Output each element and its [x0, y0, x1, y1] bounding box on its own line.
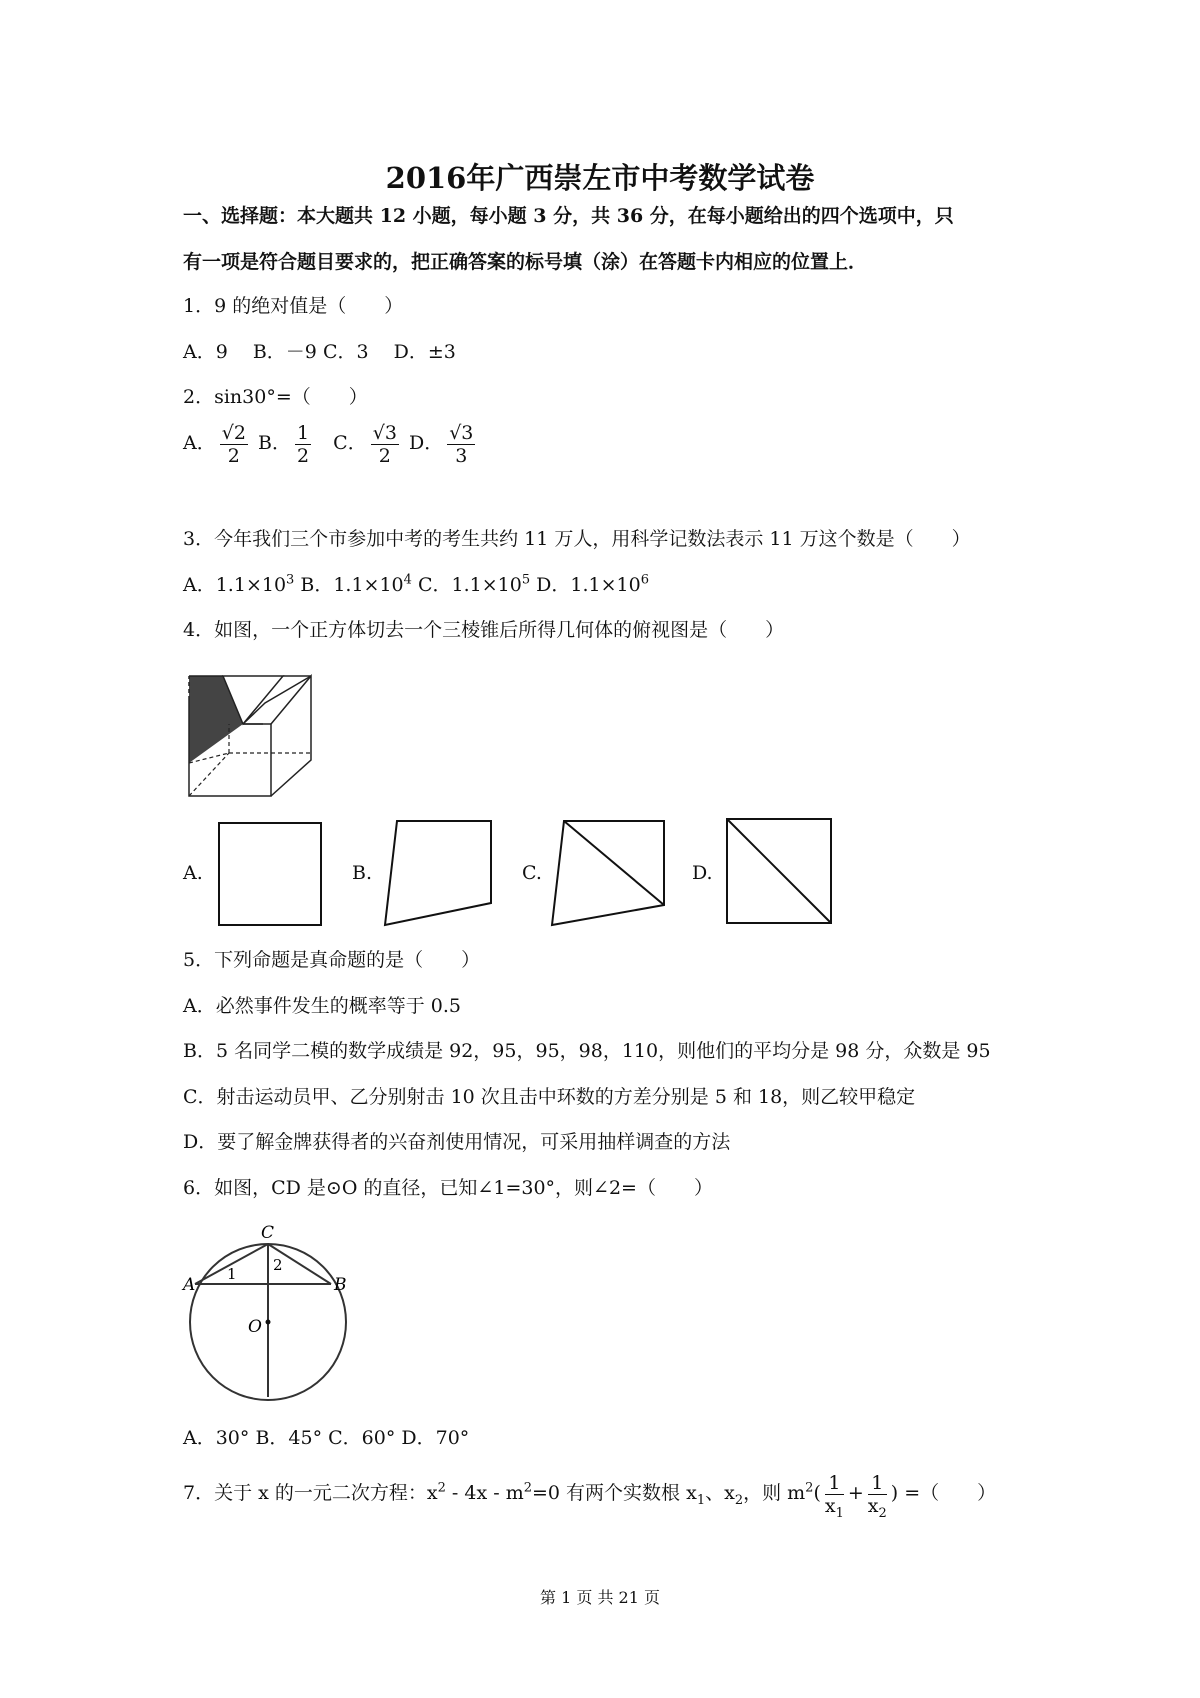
- q5-stem: 5．下列命题是真命题的是（ ）: [183, 949, 481, 971]
- q7-frac-1: $\frac{1}{x_1}$: [824, 1471, 844, 1521]
- point-b-label: B: [334, 1275, 347, 1295]
- q2-label-d: D．: [408, 432, 444, 454]
- q6-stem: 6．如图，CD 是⊙O 的直径，已知∠1=30°，则∠2=（ ）: [183, 1177, 713, 1199]
- q5-option-d: D．要了解金牌获得者的兴奋剂使用情况，可采用抽样调查的方法: [183, 1131, 731, 1153]
- point-c-label: C: [261, 1223, 275, 1243]
- q4-option-c-label: C.: [522, 862, 542, 884]
- q2-frac-c: $\frac{√3}{2}$: [372, 421, 397, 467]
- q1-options: A．9 B．－9 C．3 D．±3: [183, 341, 456, 363]
- q2-label-b: B．: [257, 432, 291, 454]
- q2-label-c: C．: [333, 432, 367, 454]
- angle-1-label: 1: [227, 1265, 237, 1283]
- q2-frac-d: $\frac{√3}{3}$: [449, 421, 474, 467]
- q5-option-c: C．射击运动员甲、乙分别射击 10 次且击中环数的方差分别是 5 和 18，则乙较甲稳定: [183, 1086, 916, 1108]
- q4-option-c-quad: [550, 817, 670, 929]
- point-o-label: O: [248, 1317, 262, 1337]
- angle-2-label: 2: [273, 1256, 283, 1274]
- q4-stem: 4．如图，一个正方体切去一个三棱锥后所得几何体的俯视图是（ ）: [183, 619, 785, 641]
- page-footer: 第 1 页 共 21 页: [540, 1588, 660, 1607]
- cut-face: [189, 676, 243, 763]
- q3-options: A．$1.1\times 10^3$ B．$1.1\times 10^4$ C．$1.1\times 10^5$ D．$1.1\times 10^6$: [183, 572, 649, 596]
- q7-stem: 7．关于 x 的一元二次方程：$x^2 - 4x - m^2=0$ 有两个实数根 $x_1$、$x_2$，则 $m^2$( $\frac{1}{x_1}$ + $\frac{1}{x_2}$ ) =（ ）: [183, 1471, 997, 1521]
- q5-option-b: B．5 名同学二模的数学成绩是 92，95，95，98，110，则他们的平均分是 98 分，众数是 95: [183, 1040, 991, 1062]
- q2-options: [183, 420, 479, 467]
- section-instructions-line1: 一、选择题：本大题共 12 小题，每小题 3 分，共 36 分，在每小题给出的四个选项中，只: [183, 205, 954, 227]
- q4-option-b-label: B.: [352, 862, 373, 884]
- page-title: 2016年广西崇左市中考数学试卷: [385, 161, 815, 195]
- q4-option-a-label: A.: [183, 862, 203, 884]
- q2-stem: 2．sin30°=（ ）: [183, 386, 368, 408]
- q4-option-b-quad: [383, 817, 495, 929]
- q4-option-d-label: D.: [692, 862, 713, 884]
- point-a-label: A: [183, 1275, 196, 1295]
- q3-stem: 3．今年我们三个市参加中考的考生共约 11 万人，用科学记数法表示 11 万这个数是（ ）: [183, 528, 971, 550]
- q4-option-a-square: [218, 822, 322, 926]
- q2-frac-a: $\frac{√2}{2}$: [221, 421, 246, 467]
- section-instructions-line2: 有一项是符合题目要求的，把正确答案的标号填（涂）在答题卡内相应的位置上．: [183, 251, 868, 273]
- q4-option-d-square: [726, 818, 834, 926]
- q1-stem: 1．9 的绝对值是（ ）: [183, 295, 404, 317]
- q6-options: A．30° B．45° C．60° D．70°: [183, 1427, 470, 1449]
- q6-circle-figure: [183, 1222, 363, 1397]
- q5-option-a: A．必然事件发生的概率等于 0.5: [183, 995, 461, 1017]
- q4-cube-figure: [183, 668, 318, 798]
- q2-frac-b: $\frac{1}{2}$: [296, 421, 310, 467]
- q2-label-a: A．: [183, 432, 216, 454]
- q7-frac-2: $\frac{1}{x_2}$: [867, 1471, 887, 1521]
